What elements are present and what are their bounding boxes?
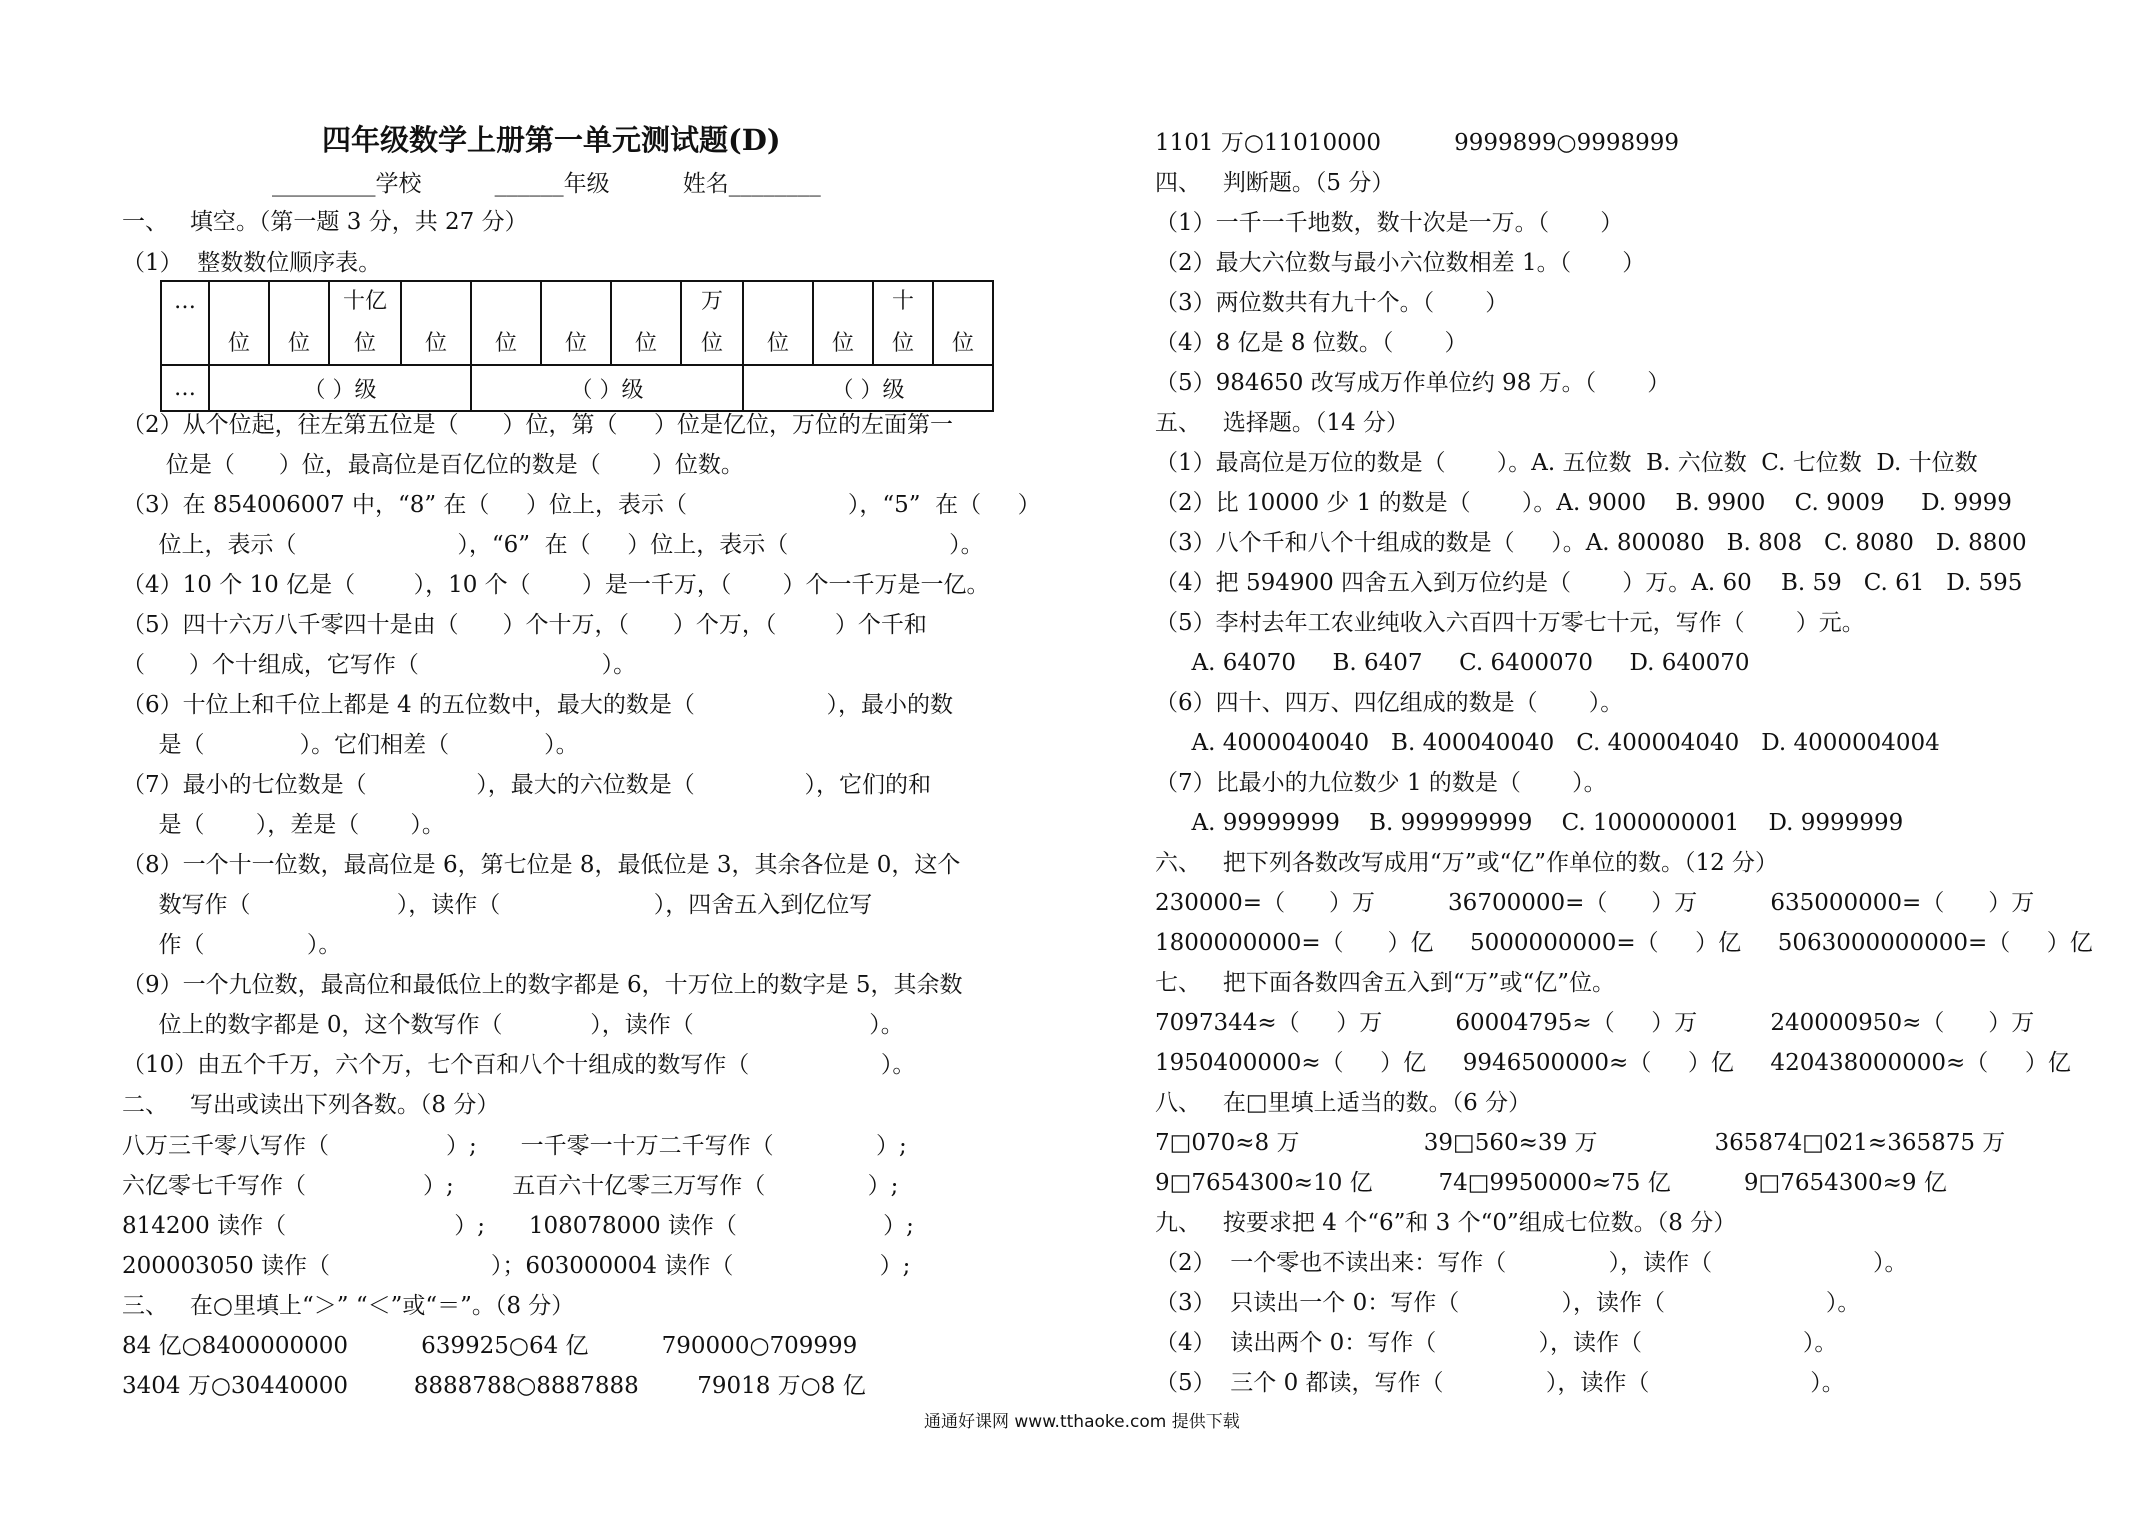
left-line: 位是（ ）位，最高位是百亿位的数是（ ）位数。 [122, 452, 744, 478]
right-line: （2）最大六位数与最小六位数相差 1。（ ） [1155, 250, 1646, 276]
right-line: A. 99999999 B. 999999999 C. 1000000001 D. 9999999 [1155, 810, 1904, 836]
left-line: 814200 读作（ ）; 108078000 读作（ ）; [122, 1213, 914, 1239]
place-value-table [160, 280, 994, 412]
place-cell [161, 281, 209, 365]
place-cell [471, 281, 541, 365]
left-line: （3）在 854006007 中，“8” 在（ ）位上，表示（ ），“5” 在（ ） [122, 492, 1041, 518]
left-line: 数写作（ ），读作（ ），四舍五入到亿位写 [122, 892, 873, 918]
right-line: （2） 一个零也不读出来：写作（ ），读作（ ）。 [1155, 1250, 1908, 1276]
place-cell-bottom: 位 [831, 331, 854, 356]
left-line: （10）由五个千万，六个万，七个百和八个十组成的数写作（ ）。 [122, 1052, 916, 1078]
left-line: 二、 写出或读出下列各数。（8 分） [122, 1092, 500, 1118]
left-line: 位上，表示（ ），“6” 在（ ）位上，表示（ ）。 [122, 532, 984, 558]
right-line: （3）两位数共有九十个。（ ） [1155, 290, 1509, 316]
left-line: （2）从个位起，往左第五位是（ ）位，第（ ）位是亿位，万位的左面第一 [122, 412, 954, 438]
left-line: （7）最小的七位数是（ ），最大的六位数是（ ），它们的和 [122, 772, 931, 798]
left-line: 是（ ）。它们相差（ ）。 [122, 732, 579, 758]
left-line: （4）10 个 10 亿是（ ），10 个（ ）是一千万，（ ）个一千万是一亿。 [122, 572, 990, 598]
place-cell-top [270, 284, 328, 320]
right-line: A. 4000040040 B. 400040040 C. 400004040 D. 4000004004 [1155, 730, 1940, 756]
place-cell-top: … [174, 289, 196, 314]
left-line: 一、 填空。（第一题 3 分，共 27 分） [122, 209, 528, 235]
place-cell [933, 281, 993, 365]
place-cell-bottom: 位 [353, 331, 376, 356]
place-cell-top [210, 284, 268, 320]
right-line: （4） 读出两个 0：写作（ ），读作（ ）。 [1155, 1330, 1838, 1356]
place-cell-bottom: 位 [766, 331, 789, 356]
place-cell-top [934, 284, 992, 320]
level-lead-cell: … [161, 365, 209, 411]
right-line: （3）八个千和八个十组成的数是（ ）。A. 800080 B. 808 C. 8080 D. 8800 [1155, 530, 2027, 556]
right-line: （4）把 594900 四舍五入到万位约是（ ）万。A. 60 B. 59 C. 61 D. 595 [1155, 570, 2023, 596]
place-cell-top [402, 284, 470, 320]
place-cell-bottom: 位 [634, 331, 657, 356]
right-line: （3） 只读出一个 0：写作（ ），读作（ ）。 [1155, 1290, 1861, 1316]
level-group-cell: （ ）级 [209, 365, 471, 411]
place-cell-bottom: 位 [564, 331, 587, 356]
right-line: （5） 三个 0 都读，写作（ ），读作（ ）。 [1155, 1370, 1845, 1396]
place-cell-top: 十亿 [342, 289, 387, 314]
right-line: 六、 把下列各数改写成用“万”或“亿”作单位的数。（12 分） [1155, 850, 1779, 876]
left-line: （9）一个九位数，最高位和最低位上的数字都是 6，十万位上的数字是 5，其余数 [122, 972, 963, 998]
right-line: （4）8 亿是 8 位数。（ ） [1155, 330, 1468, 356]
page-title: 四年级数学上册第一单元测试题(D) [322, 123, 781, 157]
place-cell [269, 281, 329, 365]
right-line: （1）最高位是万位的数是（ ）。A. 五位数 B. 六位数 C. 七位数 D. 十位数 [1155, 450, 1978, 476]
place-cell [681, 281, 743, 365]
right-line: 1101 万○11010000 9999899○9998999 [1155, 130, 1680, 156]
place-cell-bottom: 位 [494, 331, 517, 356]
place-cell-bottom: 位 [700, 331, 723, 356]
left-line: （8）一个十一位数，最高位是 6，第七位是 8，最低位是 3，其余各位是 0，这个 [122, 852, 961, 878]
right-line: 1950400000≈（ ）亿 9946500000≈（ ）亿 420438000000≈（ ）亿 [1155, 1050, 2071, 1076]
place-cell-bottom [162, 326, 208, 362]
place-cell-bottom: 位 [424, 331, 447, 356]
left-line: （6）十位上和千位上都是 4 的五位数中，最大的数是（ ），最小的数 [122, 692, 953, 718]
right-line: A. 64070 B. 6407 C. 6400070 D. 640070 [1155, 650, 1750, 676]
place-cell-top [472, 284, 540, 320]
right-line: （5）984650 改写成万作单位约 98 万。（ ） [1155, 370, 1671, 396]
right-line: 7□070≈8 万 39□560≈39 万 365874□021≈365875 万 [1155, 1130, 2006, 1156]
left-line: 200003050 读作（ ）；603000004 读作（ ）; [122, 1253, 911, 1279]
left-line: 84 亿○8400000000 639925○64 亿 790000○709999 [122, 1333, 858, 1359]
place-cell-bottom: 位 [891, 331, 914, 356]
place-cell-top [612, 284, 680, 320]
left-line: 是（ ），差是（ ）。 [122, 812, 445, 838]
right-line: （1）一千一千地数，数十次是一万。（ ） [1155, 210, 1624, 236]
place-cell-bottom: 位 [951, 331, 974, 356]
left-line: （5）四十六万八千零四十是由（ ）个十万，（ ）个万，（ ）个千和 [122, 612, 927, 638]
right-line: 七、 把下面各数四舍五入到“万”或“亿”位。 [1155, 970, 1615, 996]
right-line: 9□7654300≈10 亿 74□9950000≈75 亿 9□7654300≈9 亿 [1155, 1170, 1947, 1196]
right-line: 1800000000=（ ）亿 5000000000=（ ）亿 5063000000000=（ ）亿 [1155, 930, 2093, 956]
place-cell-top [814, 284, 872, 320]
left-line: 作（ ）。 [122, 932, 342, 958]
place-cell-top [744, 284, 812, 320]
place-cell-bottom: 位 [287, 331, 310, 356]
right-line: 四、 判断题。（5 分） [1155, 170, 1395, 196]
place-cell-top: 十 [891, 289, 914, 314]
right-line: 九、 按要求把 4 个“6”和 3 个“0”组成七位数。（8 分） [1155, 1210, 1737, 1236]
left-line: 3404 万○30440000 8888788○8887888 79018 万○8 亿 [122, 1373, 866, 1399]
left-line: 六亿零七千写作（ ）; 五百六十亿零三万写作（ ）; [122, 1173, 899, 1199]
left-line: （1） 整数数位顺序表。 [122, 250, 382, 276]
right-line: （2）比 10000 少 1 的数是（ ）。A. 9000 B. 9900 C. 9009 D. 9999 [1155, 490, 2012, 516]
place-cell [401, 281, 471, 365]
place-cell-top: 万 [700, 289, 723, 314]
right-line: 八、 在□里填上适当的数。（6 分） [1155, 1090, 1532, 1116]
footer-source: 通通好课网 www.tthaoke.com 提供下载 [924, 1412, 1240, 1432]
student-info-line: _________学校 ______年级 姓名________ [272, 171, 821, 197]
left-line: 三、 在○里填上“＞” “＜”或“＝”。（8 分） [122, 1293, 575, 1319]
place-cell [813, 281, 873, 365]
place-cell [209, 281, 269, 365]
right-line: （7）比最小的九位数少 1 的数是（ ）。 [1155, 770, 1607, 796]
place-cell [541, 281, 611, 365]
left-line: （ ）个十组成，它写作（ ）。 [122, 652, 637, 678]
right-line: 230000=（ ）万 36700000=（ ）万 635000000=（ ）万 [1155, 890, 2035, 916]
right-line: 五、 选择题。（14 分） [1155, 410, 1410, 436]
place-cell [743, 281, 813, 365]
place-cell [329, 281, 401, 365]
place-cell-top [542, 284, 610, 320]
place-cell-bottom: 位 [227, 331, 250, 356]
level-group-cell: （ ）级 [743, 365, 993, 411]
right-line: （6）四十、四万、四亿组成的数是（ ）。 [1155, 690, 1624, 716]
place-cell [611, 281, 681, 365]
right-line: 7097344≈（ ）万 60004795≈（ ）万 240000950≈（ ）万 [1155, 1010, 2035, 1036]
left-line: 位上的数字都是 0，这个数写作（ ），读作（ ）。 [122, 1012, 904, 1038]
right-line: （5）李村去年工农业纯收入六百四十万零七十元，写作（ ）元。 [1155, 610, 1865, 636]
level-group-cell: （ ）级 [471, 365, 743, 411]
left-line: 八万三千零八写作（ ）; 一千零一十万二千写作（ ）; [122, 1133, 907, 1159]
place-cell [873, 281, 933, 365]
